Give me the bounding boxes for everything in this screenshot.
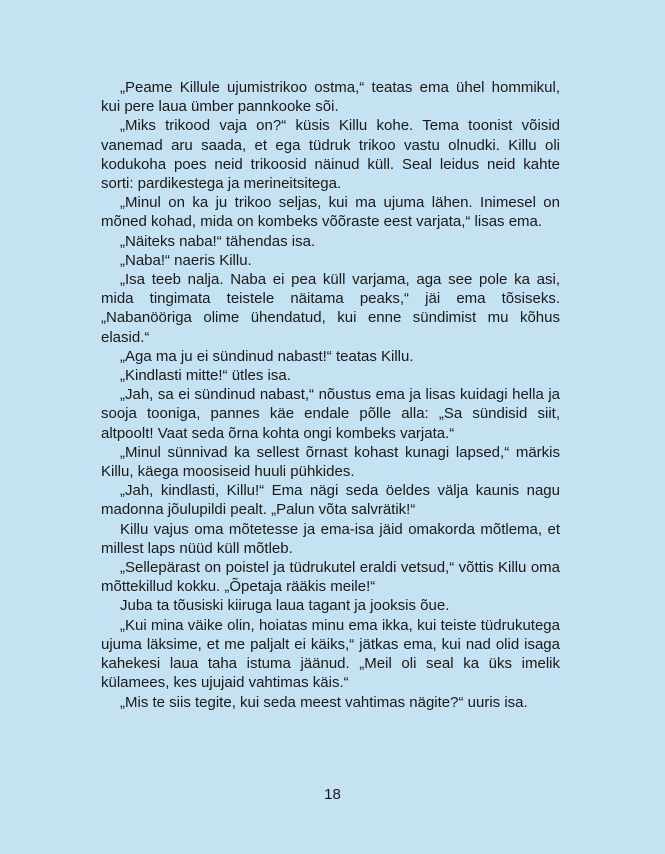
- paragraph: „Kui mina väike olin, hoiatas minu ema ikka, kui teiste tüdrukutega ujuma läksime, et me paljalt ei käiks,“ jätkas ema, kui nad olid isaga kahekesi laua taha istuma jäänud. „Meil oli seal ka üks imelik külamees, kes ujujaid vahtimas käis.“: [101, 616, 560, 692]
- page-body-text: [101, 78, 560, 712]
- paragraph: „Isa teeb nalja. Naba ei pea küll varjama, aga see pole ka asi, mida tingimata teistele näitama peaks,“ jäi ema tõsiseks. „Nabanööriga olime ühendatud, kui enne sündimist mu kõhus elasid.“: [101, 271, 560, 346]
- page-number: 18: [324, 786, 341, 803]
- paragraph: „Peame Killule ujumistrikoo ostma,“ teatas ema ühel hommikul, kui pere laua ümber pannkooke sõi.: [101, 79, 560, 116]
- paragraph: Juba ta tõusiski kiiruga laua tagant ja jooksis õue.: [120, 597, 450, 615]
- paragraph: „Miks trikood vaja on?“ küsis Killu kohe. Tema toonist võisid vanemad aru saada, et ega tüdruk trikoo vastu olnudki. Killu oli kodukoha poes neid trikoosid näinud küll. Seal leidus neid kahte sorti: pardikestega ja merineitsitega.: [101, 117, 560, 193]
- paragraph: „Jah, kindlasti, Killu!“ Ema nägi seda öeldes välja kaunis nagu madonna jõulupildi pealt. „Palun võta salvrätik!“: [101, 482, 560, 519]
- paragraph: „Sellepärast on poistel ja tüdrukutel eraldi vetsud,“ võttis Killu oma mõttekillud kokku. „Õpetaja rääkis meile!“: [101, 559, 560, 596]
- paragraph: „Minul on ka ju trikoo seljas, kui ma ujuma lähen. Inimesel on mõned kohad, mida on kombeks võõraste eest varjata,“ lisas ema.: [101, 194, 560, 231]
- paragraph: „Aga ma ju ei sündinud nabast!“ teatas Killu.: [120, 347, 414, 365]
- paragraph: „Näiteks naba!“ tähendas isa.: [120, 232, 316, 250]
- paragraph: „Kindlasti mitte!“ ütles isa.: [120, 367, 291, 385]
- paragraph: „Minul sünnivad ka sellest õrnast kohast kunagi lapsed,“ märkis Killu, käega moosiseid huuli pühkides.: [101, 443, 560, 481]
- paragraph: „Naba!“ naeris Killu.: [120, 251, 252, 269]
- paragraph: Killu vajus oma mõtetesse ja ema-isa jäid omakorda mõtlema, et millest laps nüüd küll mõtleb.: [101, 520, 560, 557]
- paragraph: „Jah, sa ei sündinud nabast,“ nõustus ema ja lisas kuidagi hella ja sooja tooniga, pannes käe endale põlle alla: „Sa sündisid siit, altpoolt! Vaat seda õrna kohta ongi kombeks varjata.“: [101, 386, 560, 442]
- paragraph: „Mis te siis tegite, kui seda meest vahtimas nägite?“ uuris isa.: [120, 693, 528, 711]
